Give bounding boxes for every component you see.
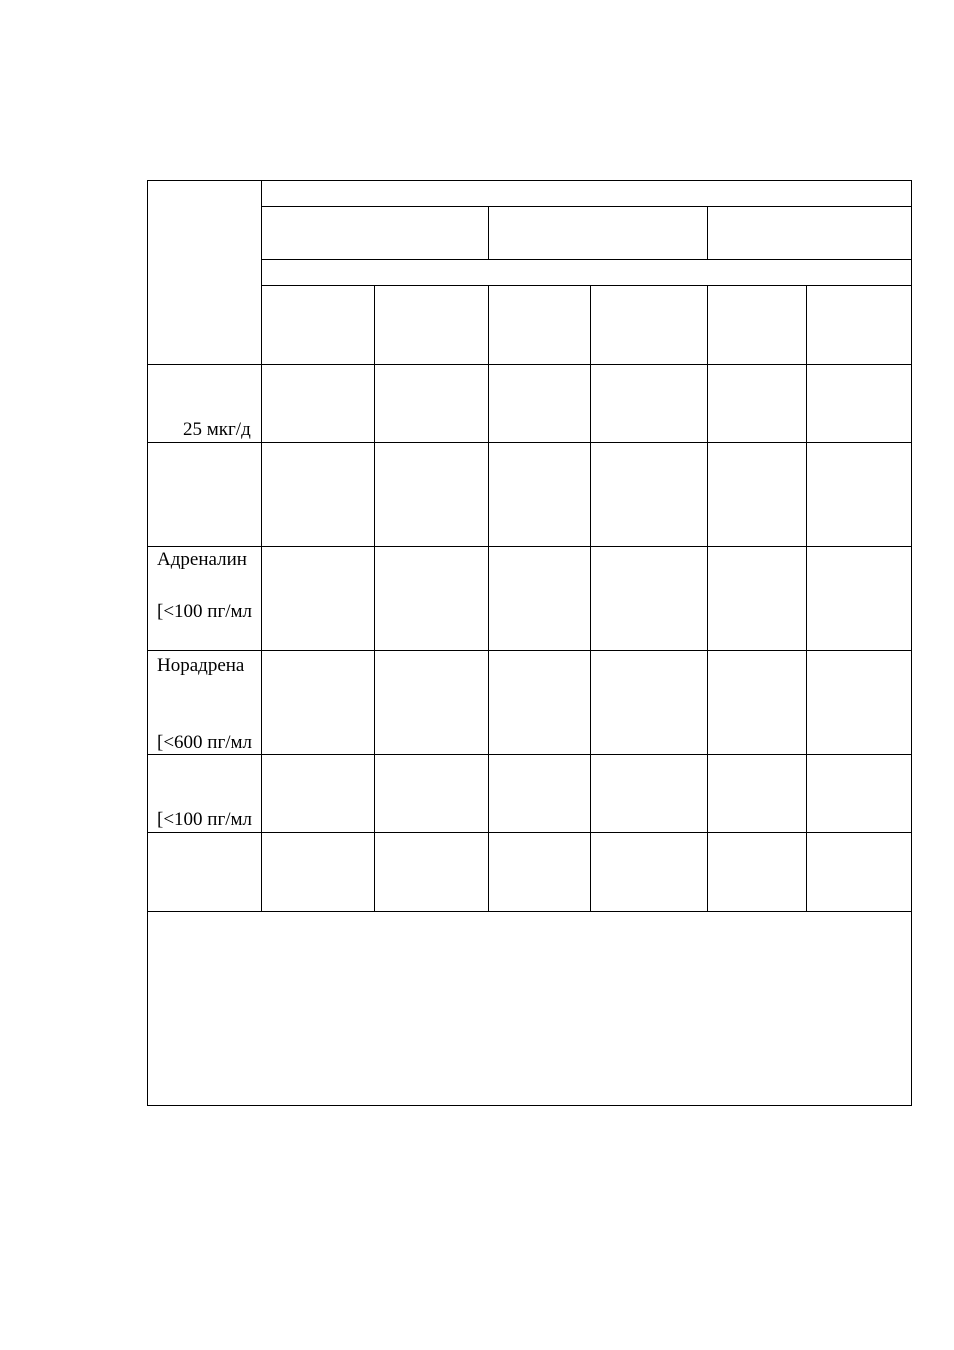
adrenaline-reference-label: [<100 пг/мл: [157, 601, 253, 622]
row-5-reference-label: [<100 пг/мл: [157, 809, 253, 830]
table-outer-border: [148, 181, 912, 1106]
noradrenaline-reference-label: [<600 пг/мл: [157, 732, 253, 753]
row-1-value-label: 25 мкг/д: [183, 419, 251, 440]
noradrenaline-name-label: Норадрена: [157, 655, 245, 676]
adrenaline-name-label: Адреналин: [157, 549, 247, 570]
